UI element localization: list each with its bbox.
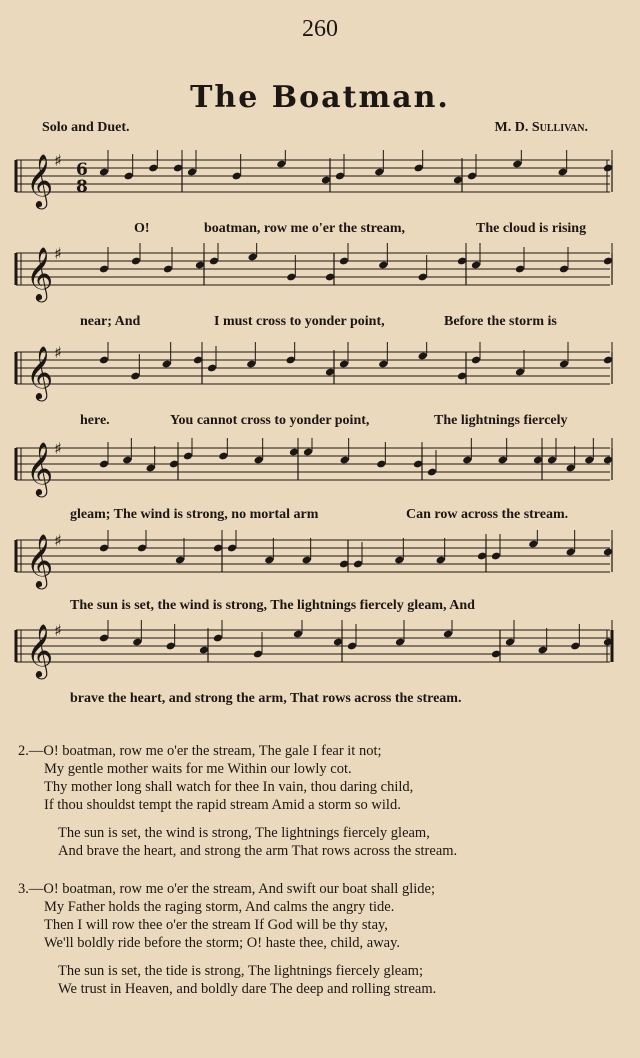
key-signature-sharp: ♯	[54, 244, 62, 263]
treble-clef: 𝄞	[26, 623, 54, 677]
verse-2-line-3: Thy mother long shall watch for thee In vain, thou daring child,	[44, 779, 414, 795]
treble-clef: 𝄞	[26, 246, 54, 300]
music-staff-4	[12, 438, 614, 498]
verse-2-chorus-line-1: The sun is set, the wind is strong, The lightnings fiercely gleam,	[58, 825, 430, 841]
page-number: 260	[302, 16, 338, 42]
verse-2	[18, 742, 618, 860]
key-signature-sharp: ♯	[54, 151, 62, 170]
verse-3-chorus-line-2: We trust in Heaven, and boldly dare The deep and rolling stream.	[58, 981, 437, 997]
key-signature-sharp: ♯	[54, 343, 62, 362]
music-staff-3	[12, 342, 614, 402]
treble-clef: 𝄞	[26, 345, 54, 399]
verse-2-line-1: 2.—O! boatman, row me o'er the stream, The gale I fear it not;	[18, 743, 382, 759]
treble-clef: 𝄞	[26, 533, 54, 587]
key-signature-sharp: ♯	[54, 439, 62, 458]
verse-3-line-1: 3.—O! boatman, row me o'er the stream, And swift our boat shall glide;	[18, 881, 435, 897]
verse-3	[18, 880, 618, 998]
verse-3-line-2: My Father holds the raging storm, And calms the angry tide.	[44, 899, 395, 915]
music-staff-5	[12, 530, 614, 590]
time-signature: 6	[76, 160, 88, 180]
time-signature: 8	[76, 177, 88, 197]
verse-3-line-3: Then I will row thee o'er the stream If God will be thy stay,	[44, 917, 388, 933]
composer-credit: M. D. Sullivan.	[494, 120, 588, 135]
treble-clef: 𝄞	[26, 153, 54, 207]
treble-clef: 𝄞	[26, 441, 54, 495]
verse-2-chorus-line-2: And brave the heart, and strong the arm That rows across the stream.	[58, 843, 458, 859]
performance-note: Solo and Duet.	[42, 120, 130, 135]
song-title: The Boatman.	[190, 80, 450, 115]
verse-3-line-4: We'll boldly ride before the storm; O! haste thee, child, away.	[44, 935, 401, 951]
key-signature-sharp: ♯	[54, 531, 62, 550]
music-staff-1	[12, 150, 614, 210]
verse-2-line-4: If thou shouldst tempt the rapid stream Amid a storm so wild.	[44, 797, 401, 813]
song-header	[42, 120, 588, 140]
music-staff-2	[12, 243, 614, 303]
key-signature-sharp: ♯	[54, 621, 62, 640]
music-staff-6	[12, 620, 614, 680]
verse-3-chorus-line-1: The sun is set, the tide is strong, The lightnings fiercely gleam;	[58, 963, 423, 979]
verse-2-line-2: My gentle mother waits for me Within our lowly cot.	[44, 761, 352, 777]
